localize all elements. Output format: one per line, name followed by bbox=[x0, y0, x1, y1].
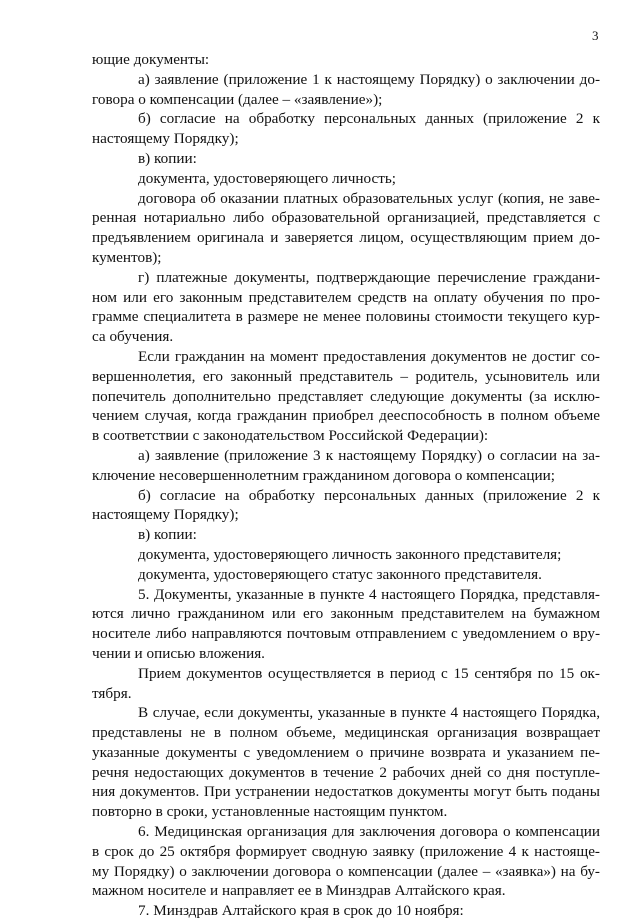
text-line: грамме специалитета в размере не менее половины стоимости текущего кур- bbox=[92, 308, 600, 326]
text-line: кументов); bbox=[92, 248, 162, 266]
text-line: мажном носителе и направляет ее в Минздрав Алтайского края. bbox=[92, 882, 506, 900]
text-line: а) заявление (приложение 3 к настоящему Порядку) о согласии на за- bbox=[138, 446, 600, 464]
text-line: настоящему Порядку); bbox=[92, 506, 239, 524]
text-line: В случае, если документы, указанные в пункте 4 настоящего Порядка, bbox=[138, 704, 600, 722]
text-line: б) согласие на обработку персональных данных (приложение 2 к bbox=[138, 110, 600, 128]
text-line: представлены не в полном объеме, медицинская организация возвращает bbox=[92, 724, 600, 742]
text-line: указанные документы с уведомлением о причине возврата и указанием пе- bbox=[92, 743, 600, 761]
text-line: 5. Документы, указанные в пункте 4 настоящего Порядка, представля- bbox=[138, 585, 600, 603]
text-line: речня недостающих документов в течение 2 рабочих дней со дня поступле- bbox=[92, 763, 600, 781]
text-line: ния документов. При устранении недостатков документы могут быть поданы bbox=[92, 783, 600, 801]
text-line: Если гражданин на момент предоставления документов не достиг со- bbox=[138, 347, 600, 365]
text-line: предъявлением оригинала и заверяется лицом, осуществляющим прием до- bbox=[92, 229, 600, 247]
text-line: ренная нотариально либо образовательной организацией, представляется с bbox=[92, 209, 600, 227]
text-line: му Порядку) о заключении договора о компенсации (далее – «заявка») на бу- bbox=[92, 862, 600, 880]
text-line: в соответствии с законодательством Российской Федерации): bbox=[92, 427, 489, 445]
text-line: г) платежные документы, подтверждающие перечисление граждани- bbox=[138, 268, 600, 286]
text-line: документа, удостоверяющего личность законного представителя; bbox=[138, 545, 562, 563]
text-line: в срок до 25 октября формирует сводную заявку (приложение 4 к настояще- bbox=[92, 842, 600, 860]
text-line: чении и описью вложения. bbox=[92, 644, 265, 662]
text-line: ющие документы: bbox=[92, 51, 210, 68]
text-line: 7. Минздрав Алтайского края в срок до 10 ноября: bbox=[138, 902, 464, 920]
text-line: говора о компенсации (далее – «заявление»); bbox=[92, 90, 383, 108]
text-line: попечитель дополнительно представляет следующие документы (за исклю- bbox=[92, 387, 600, 405]
text-line: ключение несовершеннолетним гражданином договора о компенсации; bbox=[92, 466, 555, 484]
text-line: б) согласие на обработку персональных данных (приложение 2 к bbox=[138, 486, 600, 504]
text-line: Прием документов осуществляется в период с 15 сентября по 15 ок- bbox=[138, 664, 600, 682]
text-line: чением случая, когда гражданин приобрел дееспособность в полном объеме bbox=[92, 407, 600, 425]
text-line: настоящему Порядку); bbox=[92, 130, 239, 148]
text-line: документа, удостоверяющего личность; bbox=[138, 169, 397, 187]
text-line: ном или его законным представителем средств на оплату обучения по про- bbox=[92, 288, 600, 306]
text-line: документа, удостоверяющего статус законного представителя. bbox=[138, 565, 542, 583]
text-line: ются лично гражданином или его законным представителем на бумажном bbox=[92, 605, 600, 623]
text-line: повторно в сроки, установленные настоящим пунктом. bbox=[92, 803, 448, 821]
text-line: в) копии: bbox=[138, 526, 197, 544]
page-number: 3 bbox=[592, 28, 599, 43]
text-line: тября. bbox=[92, 684, 132, 702]
text-line: вершеннолетия, его законный представитель – родитель, усыновитель или bbox=[92, 367, 600, 385]
body-text bbox=[92, 50, 600, 921]
text-line: 6. Медицинская организация для заключения договора о компенсации bbox=[138, 823, 600, 841]
text-line: са обучения. bbox=[92, 328, 174, 346]
text-line: носителе либо направляются почтовым отправлением с уведомлением о вру- bbox=[92, 625, 600, 643]
text-line: в) копии: bbox=[138, 149, 197, 167]
text-line: а) заявление (приложение 1 к настоящему Порядку) о заключении до- bbox=[138, 70, 600, 88]
text-line: договора об оказании платных образовательных услуг (копия, не заве- bbox=[138, 189, 600, 207]
